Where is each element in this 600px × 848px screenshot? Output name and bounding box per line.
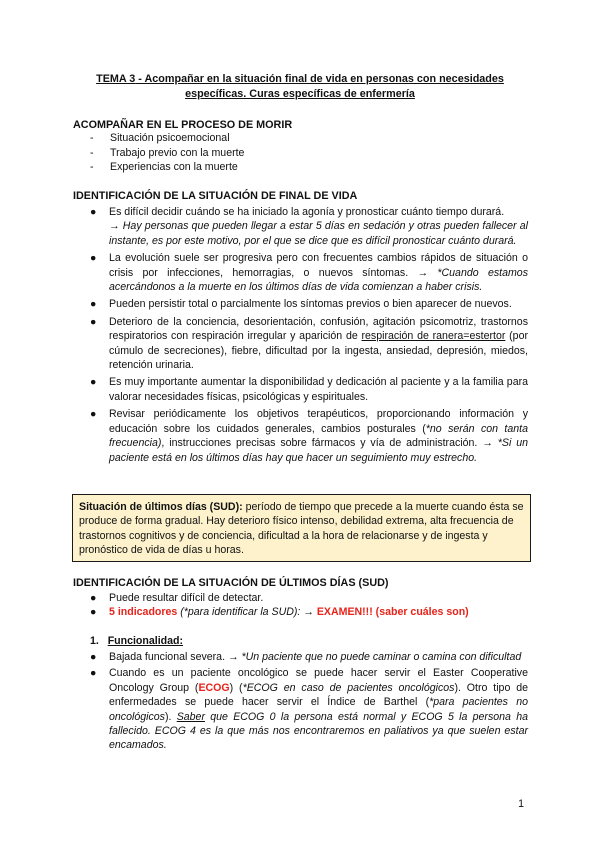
bullet-list-final-de-vida: [90, 205, 528, 465]
section-heading-ultimos-dias: IDENTIFICACIÓN DE LA SITUACIÓN DE ÚLTIMOS DÍAS (SUD): [73, 577, 389, 589]
list-item: ● Cuando es un paciente oncológico se puede hacer servir el Easter Cooperative Oncology Group (ECOG) (*ECOG en caso de pacientes oncológicos). Otro tipo de enfermedades se puede hacer servir el Índice de Barthel (*para pacientes no oncológicos). Saber que ECOG 0 la persona está normal y ECOG 5 la persona ha fallecido. ECOG 4 es la que más nos encontraremos en paliativos ya que suelen estar encamados.: [90, 667, 528, 752]
sud-definition-box: Situación de últimos días (SUD): período de tiempo que precede a la muerte cuando ésta se produce de forma gradual. Hay deterioro físico intenso, debilidad extrema, alta frecuencia de trastornos cognitivos y de conciencia, dificultad a la hora de relacionarse y de ingesta y pronóstico de vida de días u horas.: [72, 494, 531, 562]
bullet-list-ultimos-dias: [90, 591, 528, 620]
section-heading-acompanar: ACOMPAÑAR EN EL PROCESO DE MORIR: [73, 119, 293, 131]
list-item: - Experiencias con la muerte: [90, 160, 244, 175]
list-item: - Trabajo previo con la muerte: [90, 146, 244, 161]
list-item: ● Pueden persistir total o parcialmente los síntomas previos o bien aparecer de nuevos.: [90, 298, 512, 311]
list-item: ● Deterioro de la conciencia, desorientación, confusión, agitación psicomotriz, trastornos respiratorios con respiración irregular y aparición de respiración de ranera=estertor (por cúmulo de secreciones), fiebre, dificultad por la ingesta, ansiedad, depresión, miedos, retención urinaria.: [90, 315, 528, 372]
list-item: ● Bajada funcional severa. → *Un paciente que no puede caminar o camina con dificultad: [90, 651, 522, 663]
list-item: ● Puede resultar difícil de detectar.: [90, 592, 264, 604]
list-item: ● Revisar periódicamente los objetivos terapéuticos, proporcionando información y educación sobre los cuidados generales, cambios posturales (*no serán con tanta frecuencia), instrucciones precisas sobre fármacos y vía de administración. → *Si un paciente está en los últimos días hay que hacer un seguimiento muy estrecho.: [90, 408, 528, 464]
page-title: TEMA 3 - Acompañar en la situación final de vida en personas con necesidades específicas. Curas específicas de enfermería: [96, 73, 504, 100]
list-item: ● La evolución suele ser progresiva pero con frecuentes cambios rápidos de situación o crisis por infecciones, hemorragias, o nuevos síntomas. → *Cuando estamos acercándonos a la muerte en los últimos días de vida comienzan a haber crisis.: [90, 252, 528, 294]
list-item: ● Es muy importante aumentar la disponibilidad y dedicación al paciente y a la familia para valorar necesidades físicas, psicológicas y espirituales.: [90, 376, 528, 403]
section-heading-final-de-vida: IDENTIFICACIÓN DE LA SITUACIÓN DE FINAL DE VIDA: [73, 190, 358, 202]
list-item: - Situación psicoemocional: [90, 131, 244, 146]
dash-list: [90, 131, 244, 175]
bullet-list-funcionalidad: [90, 650, 528, 753]
list-item: ● Es difícil decidir cuándo se ha iniciado la agonía y pronosticar cuánto tiempo durará. → Hay personas que pueden llegar a estar 5 días en sedación y otras pueden fallecer al instante, es por este motivo, por el que se dice que es difícil pronosticar cuánto durará.: [90, 206, 528, 247]
subsection-heading-funcionalidad: 1. Funcionalidad:: [90, 635, 184, 647]
page-number: 1: [518, 798, 524, 810]
list-item: ● 5 indicadores (*para identificar la SUD): → EXAMEN!!! (saber cuáles son): [90, 606, 469, 619]
